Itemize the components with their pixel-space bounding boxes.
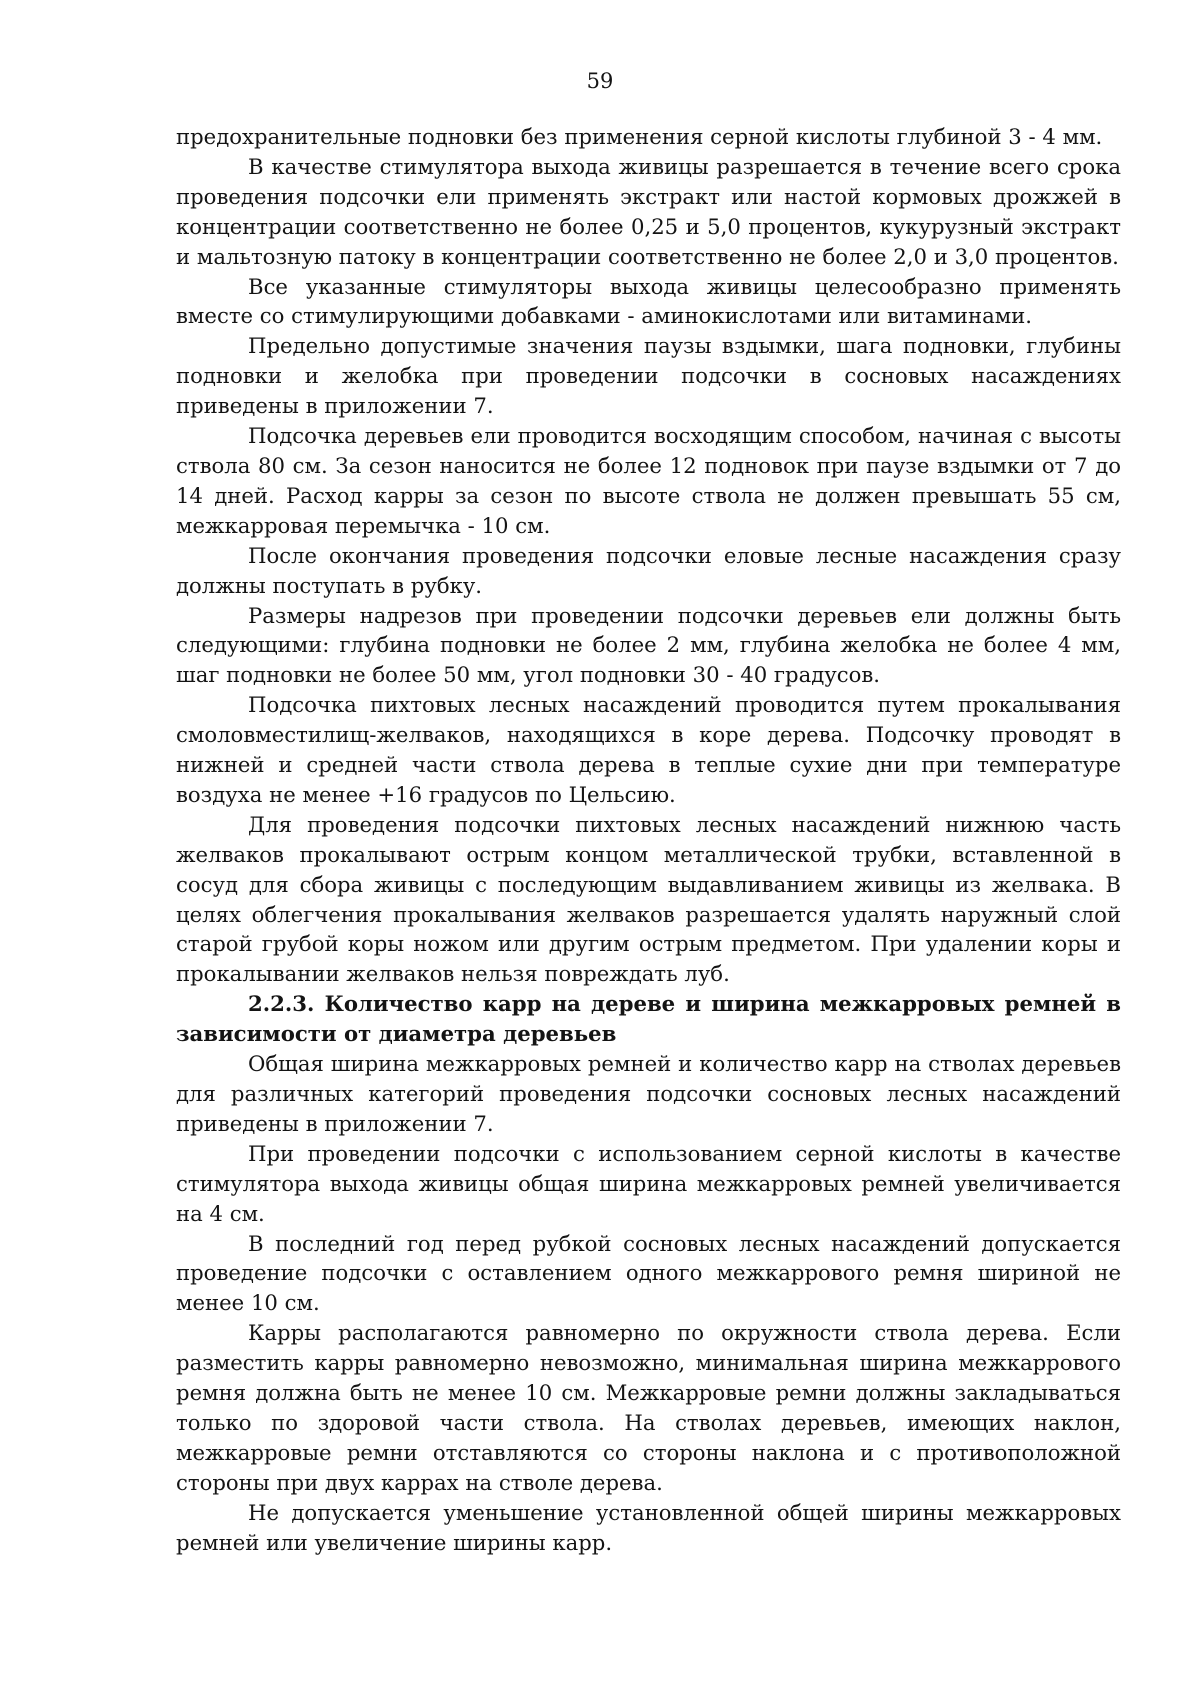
paragraph: Предельно допустимые значения паузы вздымки, шага подновки, глубины подновки и желобка при проведении подсочки в сосновых насаждениях приведены в приложении 7. bbox=[176, 333, 1121, 419]
paragraph: В качестве стимулятора выхода живицы разрешается в течение всего срока проведения подсочки ели применять экстракт или настой кормовых дрожжей в концентрации соответственно не более 0,25 и 5,0 процентов, кукурузный экстракт и мальтозную патоку в концентрации соответственно не более 2,0 и 3,0 процентов. bbox=[176, 153, 1121, 269]
paragraph: Все указанные стимуляторы выхода живицы целесообразно применять вместе со стимулирующими добавками - аминокислотами или витаминами. bbox=[176, 273, 1121, 329]
paragraph: Карры располагаются равномерно по окружности ствола дерева. Если разместить карры равномерно невозможно, минимальная ширина межкаррового ремня должна быть не менее 10 см. Межкарровые ремни должны закладываться только по здоровой части ствола. На стволах деревьев, имеющих наклон, межкарровые ремни отставляются со стороны наклона и с противоположной стороны при двух каррах на стволе дерева. bbox=[176, 1320, 1121, 1495]
paragraph: При проведении подсочки с использованием серной кислоты в качестве стимулятора выхода живицы общая ширина межкарровых ремней увеличивается на 4 см. bbox=[176, 1140, 1121, 1226]
paragraph: Размеры надрезов при проведении подсочки деревьев ели должны быть следующими: глубина подновки не более 2 мм, глубина желобка не более 4 мм, шаг подновки не более 50 мм, угол подновки 30 - 40 градусов. bbox=[176, 602, 1121, 688]
section-heading: 2.2.3. Количество карр на дереве и ширина межкарровых ремней в зависимости от диаметра деревьев bbox=[176, 991, 1121, 1047]
paragraph: Общая ширина межкарровых ремней и количество карр на стволах деревьев для различных категорий проведения подсочки сосновых лесных насаждений приведены в приложении 7. bbox=[176, 1051, 1121, 1136]
paragraph: Подсочка деревьев ели проводится восходящим способом, начиная с высоты ствола 80 см. За сезон наносится не более 12 подновок при паузе вздымки от 7 до 14 дней. Расход карры за сезон по высоте ствола не должен превышать 55 см, межкарровая перемычка - 10 см. bbox=[176, 423, 1121, 538]
paragraph: Для проведения подсочки пихтовых лесных насаждений нижнюю часть желваков прокалывают острым концом металлической трубки, вставленной в сосуд для сбора живицы с последующим выдавливанием живицы из желвака. В целях облегчения прокалывания желваков разрешается удалять наружный слой старой грубой коры ножом или другим острым предметом. При удалении коры и прокалывании желваков нельзя повреждать луб. bbox=[176, 811, 1121, 987]
paragraph: После окончания проведения подсочки еловые лесные насаждения сразу должны поступать в рубку. bbox=[176, 542, 1121, 598]
page-number: 59 bbox=[586, 69, 614, 93]
paragraph: В последний год перед рубкой сосновых лесных насаждений допускается проведение подсочки с оставлением одного межкаррового ремня шириной не менее 10 см. bbox=[176, 1230, 1121, 1316]
document-body bbox=[176, 122, 1121, 1558]
paragraph: Не допускается уменьшение установленной общей ширины межкарровых ремней или увеличение ширины карр. bbox=[176, 1499, 1121, 1555]
paragraph: предохранительные подновки без применения серной кислоты глубиной 3 - 4 мм. bbox=[176, 124, 1103, 149]
paragraph: Подсочка пихтовых лесных насаждений проводится путем прокалывания смоловместилищ-желваков, находящихся в коре дерева. Подсочку проводят в нижней и средней части ствола дерева в теплые сухие дни при температуре воздуха не менее +16 градусов по Цельсию. bbox=[176, 692, 1121, 807]
